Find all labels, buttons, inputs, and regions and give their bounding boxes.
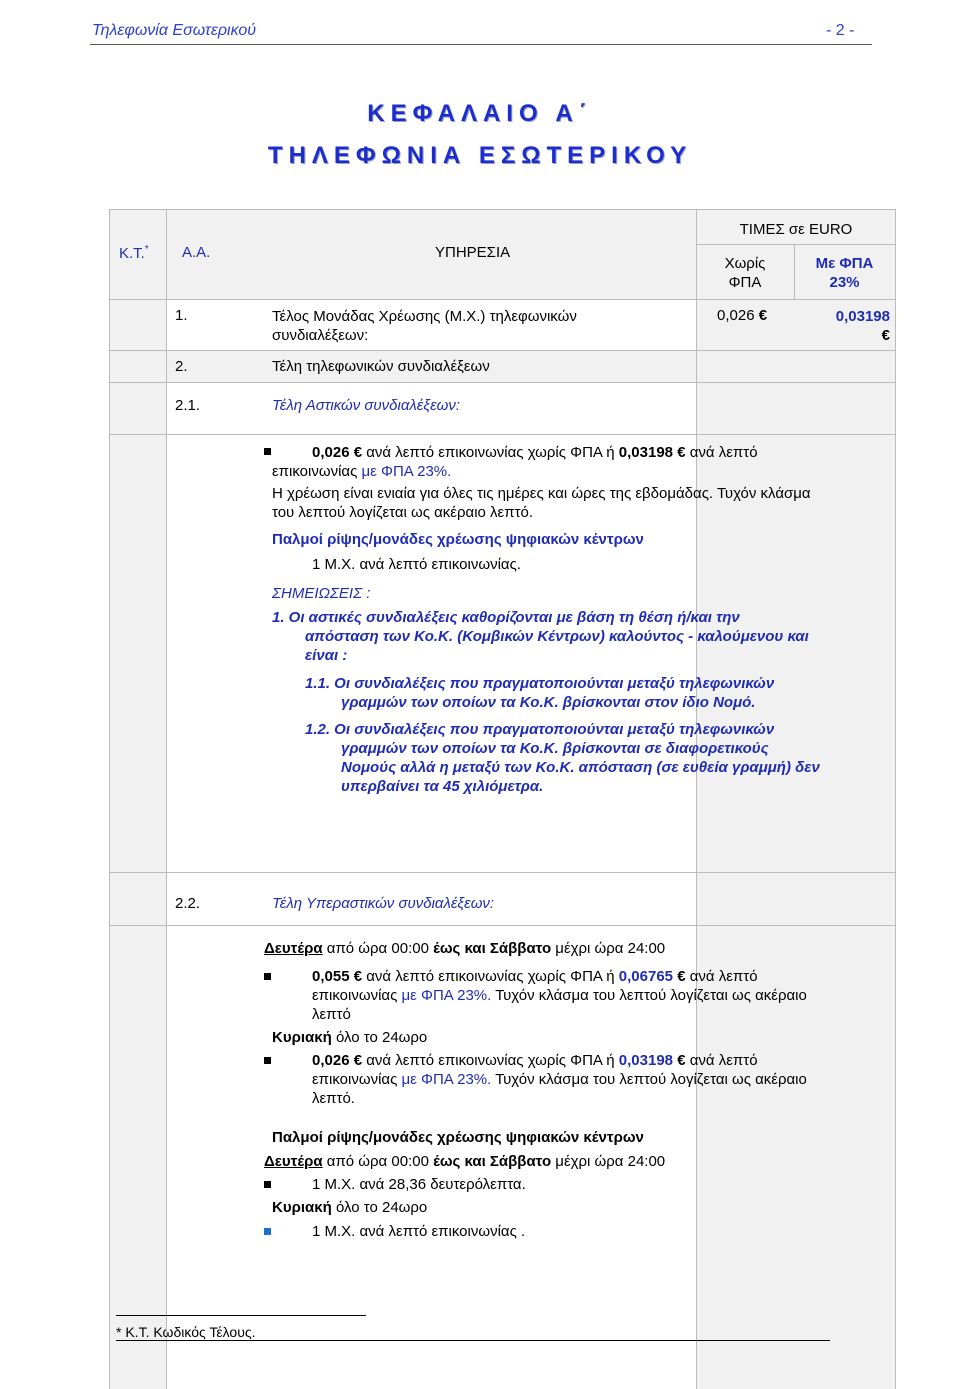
bullet-icon [264,448,271,455]
row21-bullet1: 0,026 € ανά λεπτό επικοινωνίας χωρίς ΦΠΑ ή 0,03198 € ανά λεπτό [312,444,758,461]
bullet-icon [264,973,271,980]
row1-number: 1. [175,307,188,324]
row1-price-vat: 0,03198 € [835,308,890,344]
row22-title: Τέλη Υπεραστικών συνδιαλέξεων: [272,895,495,912]
chapter-title: ΚΕΦΑΛΑΙΟ Α΄ [367,100,593,127]
footnote-rule-bottom [116,1340,830,1341]
header-band [166,209,696,299]
page-header-title: Τηλεφωνία Εσωτερικού [92,22,257,39]
row22-bullet1-cont: επικοινωνίας με ΦΠΑ 23%. Τυχόν κλάσμα του λεπτού λογίζεται ως ακέραιο λεπτό [312,987,807,1023]
row22-schedule-1: Δευτέρα από ώρα 00:00 έως και Σάββατο μέχρι ώρα 24:00 [264,940,666,957]
row22-number: 2.2. [175,895,201,912]
row21-pulses-title: Παλμοί ρίψης/μονάδες χρέωσης ψηφιακών κέντρων [272,531,644,548]
footnote-rule [116,1315,366,1316]
header-rule [90,44,872,45]
row22-schedule-2: Δευτέρα από ώρα 00:00 έως και Σάββατο μέχρι ώρα 24:00 [264,1153,666,1170]
grid-line [895,209,896,1389]
page-number: - 2 - [826,22,855,39]
kt-header: Κ.Τ.* [119,244,149,262]
row2-number: 2. [175,358,188,375]
row21-title: Τέλη Αστικών συνδιαλέξεων: [272,397,461,414]
row22-bullet1: 0,055 € ανά λεπτό επικοινωνίας χωρίς ΦΠΑ ή 0,06765 € ανά λεπτό [312,968,758,985]
bullet-icon [264,1057,271,1064]
row22-bullet2-cont: επικοινωνίας με ΦΠΑ 23%. Τυχόν κλάσμα του λεπτού λογίζεται ως ακέραιο λεπτό. [312,1071,807,1107]
aa-header: Α.Α. [182,244,211,261]
grid-line [696,209,697,1389]
grid-line [109,434,896,435]
price-column [696,209,896,1389]
note-1: 1. Οι αστικές συνδιαλέξεις καθορίζονται με βάση τη θέση ή/και την απόσταση των Κο.Κ. (Κομβικών Κέντρων) καλούντος - καλούμενου και είναι : [272,609,809,664]
grid-line [109,925,896,926]
grid-line [109,299,896,300]
chapter-subtitle: ΤΗΛΕΦΩΝΙΑ ΕΣΩΤΕΡΙΚΟΥ [267,142,693,169]
row1-price-no-vat: 0,026 € [717,307,768,324]
row21-paragraph: Η χρέωση είναι ενιαία για όλες τις ημέρες και ώρες της εβδομάδας. Τυχόν κλάσμα του λεπτού λογίζεται ως ακέραιο λεπτό. [272,485,811,521]
prices-header: ΤΙΜΕΣ σε EURO [739,221,853,238]
note-1-1: 1.1. Οι συνδιαλέξεις που πραγματοποιούνται μεταξύ τηλεφωνικών γραμμών των οποίων τα Κο.Κ. βρίσκονται στον ίδιο Νομό. [305,675,775,711]
footnote: * Κ.Τ. Κωδικός Τέλους. [116,1324,256,1340]
service-header: ΥΠΗΡΕΣΙΑ [435,244,511,261]
grid-line [109,872,896,873]
row21-number: 2.1. [175,397,201,414]
row22-sunday-1: Κυριακή όλο το 24ωρο [272,1029,428,1046]
grid-line [166,209,167,1389]
grid-line [109,209,110,1389]
grid-line [109,382,896,383]
row21-pulses-text: 1 Μ.Χ. ανά λεπτό επικοινωνίας. [312,556,521,573]
note-1-2: 1.2. Οι συνδιαλέξεις που πραγματοποιούνται μεταξύ τηλεφωνικών γραμμών των οποίων τα Κο.Κ. βρίσκονται σε διαφορετικούς Νομούς αλλά η μεταξύ των Κο.Κ. απόσταση (σε ευθεία γραμμή) δεν υπερβαίνει τα 45 χιλιόμετρα. [305,721,820,795]
row21-bullet1-cont: επικοινωνίας με ΦΠΑ 23%. [272,463,452,480]
bullet-icon [264,1181,271,1188]
row2-text: Τέλη τηλεφωνικών συνδιαλέξεων [272,358,490,375]
row22-sunday-2: Κυριακή όλο το 24ωρο [272,1199,428,1216]
row22-pulses-2: 1 Μ.Χ. ανά λεπτό επικοινωνίας . [312,1223,526,1240]
grid-line [109,209,896,210]
without-vat-header: Χωρίς ΦΠΑ [724,255,766,291]
with-vat-header: Με ΦΠΑ 23% [815,255,874,291]
notes-title: ΣΗΜΕΙΩΣΕΙΣ : [272,585,371,602]
row1-text: Τέλος Μονάδας Χρέωσης (Μ.Χ.) τηλεφωνικών συνδιαλέξεων: [272,308,577,344]
grid-line [109,350,896,351]
kt-column [109,209,166,1389]
row22-pulses-1: 1 Μ.Χ. ανά 28,36 δευτερόλεπτα. [312,1176,526,1193]
row22-pulses-title: Παλμοί ρίψης/μονάδες χρέωσης ψηφιακών κέντρων [272,1129,644,1146]
grid-line [696,244,896,245]
row22-bullet2: 0,026 € ανά λεπτό επικοινωνίας χωρίς ΦΠΑ ή 0,03198 € ανά λεπτό [312,1052,758,1069]
bullet-icon [264,1228,271,1235]
